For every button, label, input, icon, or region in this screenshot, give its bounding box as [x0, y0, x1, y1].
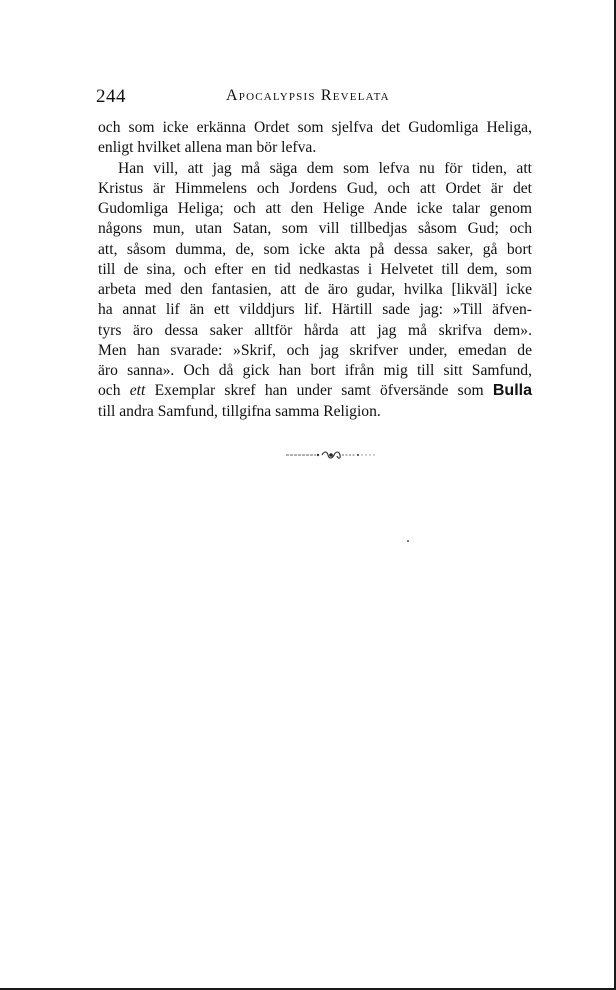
italic-word: ett	[129, 382, 146, 400]
page-number: 244	[96, 86, 126, 107]
text-line: äro sanna». Och då gick han bort ifrån mig till sitt Samfund,	[98, 362, 532, 379]
text-line: någons mun, utan Satan, som vill tillbedjas såsom Gud; och	[98, 220, 532, 238]
running-title: Apocalypsis Revelata	[226, 87, 390, 104]
text-fragment: och	[98, 382, 121, 400]
page-header	[96, 86, 530, 110]
text-line: enligt hvilket allena man bör lefva.	[98, 139, 317, 157]
bold-word: Bulla	[492, 382, 532, 400]
body-text	[98, 118, 532, 422]
text-line: till andra Samfund, tillgifna samma Religion.	[98, 402, 381, 420]
text-line: ha annat lif än ett vilddjurs lif. Härtill sade jag: »Till äfven-	[98, 301, 532, 319]
text-line: och som icke erkänna Ordet som sjelfva det Gudomliga Heliga,	[98, 119, 532, 136]
text-line: att, såsom dumma, de, som icke akta på dessa saker, gå bort	[98, 240, 532, 258]
text-line: Men han svarade: »Skrif, och jag skrifver under, emedan de	[98, 341, 532, 359]
text-line: tyrs äro dessa saker alltför hårda att jag må skrifva dem».	[98, 321, 532, 339]
paper-speck	[407, 540, 409, 542]
text-line: till de sina, och efter en tid nedkastas i Helvetet till dem, som	[98, 260, 532, 278]
text-line: arbeta med den fantasien, att de äro gudar, hvilka [likväl] icke	[98, 281, 532, 298]
decorative-rule-icon	[286, 448, 376, 462]
text-line	[98, 381, 532, 401]
text-line: Gudomliga Heliga; och att den Helige Ande icke talar genom	[98, 200, 532, 217]
text-line: Kristus är Himmelens och Jordens Gud, och att Ordet är det	[98, 179, 532, 197]
text-fragment: Exemplar skref han under samt öfversände som	[154, 382, 484, 400]
text-line: Han vill, att jag må säga dem som lefva nu för tiden, att	[118, 159, 532, 177]
